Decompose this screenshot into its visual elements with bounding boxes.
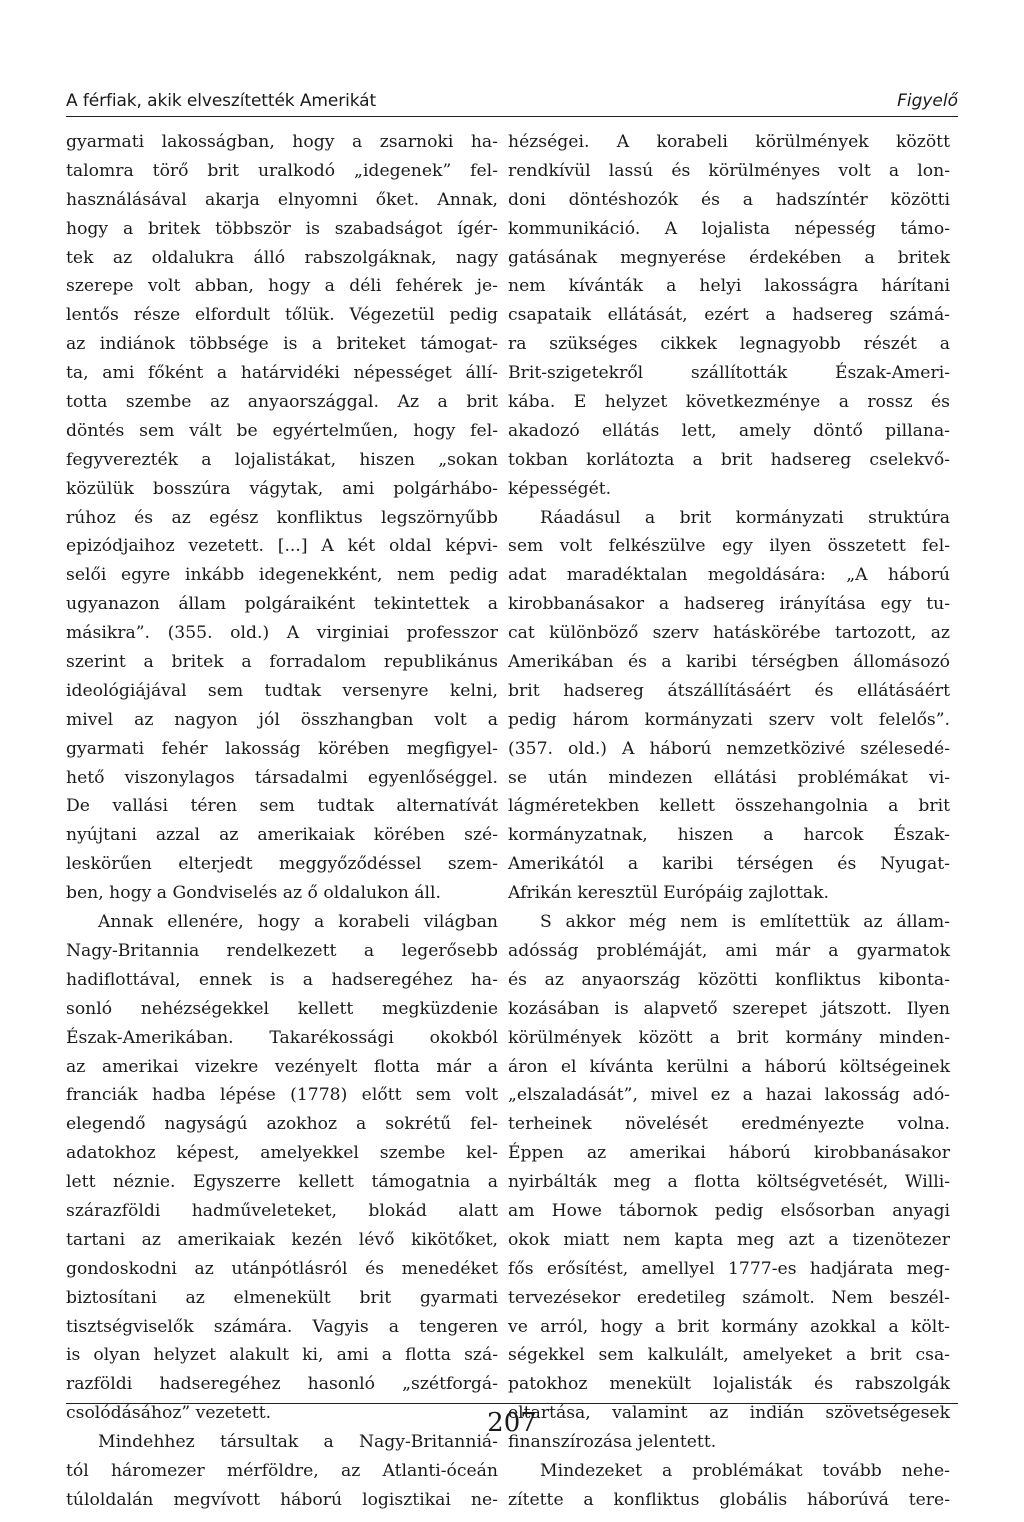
text-line: szárazföldi hadműveleteket, blokád alatt (66, 1200, 498, 1221)
text-line: (357. old.) A háború nemzetközivé szélesedé- (508, 738, 950, 759)
text-line: talomra törő brit uralkodó „idegenek” fel- (66, 160, 498, 181)
text-line: sem volt felkészülve egy ilyen összetett fel- (508, 536, 950, 557)
text-line: finanszírozása jelentett. (508, 1432, 717, 1453)
text-line: „elszaladását”, mivel ez a hazai lakosság adó- (508, 1085, 950, 1106)
text-line: ra szükséges cikkek legnagyobb részét a (508, 334, 950, 355)
text-line: adatokhoz képest, amelyekkel szembe kel- (66, 1143, 498, 1164)
text-line: másikra”. (355. old.) A virginiai professzor (66, 623, 498, 644)
text-line: Nagy-Britannia rendelkezett a legerősebb (66, 940, 498, 961)
text-line: Ráadásul a brit kormányzati struktúra (540, 507, 950, 528)
text-line: terheinek növelését eredményezte volna. (508, 1114, 950, 1135)
text-line: franciák hadba lépése (1778) előtt sem volt (66, 1085, 498, 1106)
text-line: se után mindezen ellátási problémákat vi- (508, 767, 950, 788)
text-line: rendkívül lassú és körülményes volt a lon- (508, 160, 950, 181)
text-line: és az anyaország közötti konfliktus kibonta- (508, 969, 950, 990)
text-line: ugyanazon állam polgáraiként tekintettek a (66, 594, 498, 615)
text-line: is olyan helyzet alakult ki, ami a flotta szá- (66, 1345, 498, 1366)
text-line: ta, ami főként a határvidéki népességet állí- (66, 363, 498, 384)
text-line: tartani az amerikaiak kezén lévő kikötőket, (66, 1229, 498, 1250)
text-line: totta szembe az anyaországgal. Az a brit (66, 392, 498, 413)
text-line: Amerikától a karibi térségen és Nyugat- (508, 854, 950, 875)
text-line: hézségei. A korabeli körülmények között (508, 132, 950, 152)
page-number: 207 (487, 1408, 537, 1438)
text-line: Annak ellenére, hogy a korabeli világban (98, 912, 498, 933)
text-line: eltartása, valamint az indián szövetségesek (508, 1403, 950, 1424)
text-line: rúhoz és az egész konfliktus legszörnyűbb (66, 507, 498, 528)
text-line: hadiflottával, ennek is a hadseregéhez ha- (66, 969, 498, 990)
text-line: doni döntéshozók és a hadszíntér közötti (508, 189, 950, 210)
text-line: S akkor még nem is említettük az állam- (540, 912, 950, 933)
text-line: túloldalán megvívott háború logisztikai ne- (66, 1489, 498, 1510)
text-line: Brit-szigetekről szállították Észak-Ameri- (508, 363, 950, 384)
text-line: tokban korlátozta a brit hadsereg cselekvő- (508, 449, 950, 470)
text-line: ségekkel sem kalkulált, amelyeket a brit csa- (508, 1345, 950, 1366)
text-line: brit hadsereg átszállításáért és ellátásáért (508, 680, 950, 701)
text-line: cat különböző szerv hatáskörébe tartozott, az (508, 623, 950, 644)
text-line: elegendő nagyságú azokhoz a sokrétű fel- (66, 1114, 498, 1135)
text-line: ben, hogy a Gondviselés az ő oldalukon áll. (66, 883, 442, 904)
text-line: nyújtani azzal az amerikaiak körében szé- (66, 825, 498, 846)
text-line: De vallási téren sem tudtak alternatívát (66, 796, 498, 817)
text-line: tól háromezer mérföldre, az Atlanti-óceán (66, 1460, 498, 1481)
running-title: A férfiak, akik elveszítették Amerikát (66, 91, 377, 111)
text-line: lentős része elfordult tőlük. Végezetül pedig (66, 305, 498, 326)
text-line: gyarmati fehér lakosság körében megfigyel- (66, 738, 498, 759)
text-line: hető viszonylagos társadalmi egyenlőséggel. (66, 767, 498, 788)
text-line: gyarmati lakosságban, hogy a zsarnoki ha- (66, 132, 498, 152)
text-line: Észak-Amerikában. Takarékossági okokból (66, 1027, 498, 1048)
text-line: gatásának megnyerése érdekében a britek (508, 247, 950, 268)
text-line: leskörűen elterjedt meggyőződéssel szem- (66, 854, 498, 875)
text-line: adósság problémáját, ami már a gyarmatok (508, 940, 950, 961)
text-line: pedig három kormányzati szerv volt felelős”. (508, 709, 950, 730)
text-line: ve arról, hogy a brit kormány azokkal a költ- (508, 1316, 950, 1337)
section-title: Figyelő (897, 91, 958, 111)
text-line: razföldi hadseregéhez hasonló „szétforgá- (66, 1374, 498, 1395)
text-line: akadozó ellátás lett, amely döntő pillana- (508, 420, 950, 441)
text-line: Éppen az amerikai háború kirobbanásakor (508, 1143, 950, 1164)
text-line: kommunikáció. A lojalista népesség támo- (508, 218, 950, 239)
text-line: szerint a britek a forradalom republikánus (66, 652, 498, 673)
text-line: mivel az nagyon jól összhangban volt a (66, 709, 498, 730)
text-line: ideológiájával sem tudtak versenyre kelni, (66, 680, 498, 701)
text-line: gondoskodni az utánpótlásról és menedéket (66, 1258, 498, 1279)
text-line: kormányzatnak, hiszen a harcok Észak- (508, 825, 950, 846)
text-line: patokhoz menekült lojalisták és rabszolgák (508, 1374, 950, 1395)
text-line: az amerikai vizekre vezényelt flotta már a (66, 1056, 498, 1077)
text-line: tisztségviselők számára. Vagyis a tengeren (66, 1316, 498, 1337)
text-line: kirobbanásakor a hadsereg irányítása egy tu- (508, 594, 950, 615)
text-line: kába. E helyzet következménye a rossz és (508, 392, 950, 413)
text-line: Mindehhez társultak a Nagy-Britanniá- (98, 1432, 498, 1453)
text-line: tervezésekor eredetileg számolt. Nem beszél- (508, 1287, 950, 1308)
text-line: sonló nehézségekkel kellett megküzdenie (66, 998, 498, 1019)
text-line: csolódásához” vezetett. (66, 1403, 272, 1424)
text-line: áron el kívánta kerülni a háború költségeinek (508, 1056, 950, 1077)
text-line: kozásában is alapvető szerepet játszott. Ilyen (508, 998, 950, 1019)
text-line: döntés sem vált be egyértelműen, hogy fel- (66, 420, 498, 441)
page-header (66, 86, 958, 117)
text-line: biztosítani az elmenekült brit gyarmati (66, 1287, 498, 1308)
text-line: nem kívánták a helyi lakosságra hárítani (508, 276, 950, 297)
text-line: Amerikában és a karibi térségben állomásozó (508, 652, 950, 673)
right-text-column (508, 128, 950, 1515)
left-text-column (66, 128, 498, 1515)
text-line: közülük bosszúra vágytak, ami polgárhábo- (66, 478, 498, 499)
text-line: hogy a britek többször is szabadságot ígér- (66, 218, 498, 239)
text-line: szerepe volt abban, hogy a déli fehérek je- (66, 276, 498, 297)
text-line: am Howe tábornok pedig elsősorban anyagi (508, 1200, 950, 1221)
text-line: nyirbálták meg a flotta költségvetését, Willi- (508, 1172, 950, 1193)
footer-rule (66, 1403, 958, 1404)
text-line: körülmények között a brit kormány minden- (508, 1027, 950, 1048)
text-line: használásával akarja elnyomni őket. Annak, (66, 189, 498, 210)
text-line: okok miatt nem kapta meg azt a tizenötezer (508, 1229, 950, 1250)
text-line: adat maradéktalan megoldására: „A háború (508, 565, 950, 586)
text-line: epizódjaihoz vezetett. [...] A két oldal képvi- (66, 536, 498, 557)
text-line: lett néznie. Egyszerre kellett támogatnia a (66, 1172, 498, 1193)
text-line: képességét. (508, 478, 612, 499)
text-line: fegyverezték a lojalistákat, hiszen „sokan (66, 449, 498, 470)
text-line: tek az oldalukra álló rabszolgáknak, nagy (66, 247, 498, 268)
text-line: csapataik ellátását, ezért a hadsereg számá- (508, 305, 950, 326)
text-line: az indiánok többsége is a briteket támogat- (66, 334, 498, 355)
text-line: selői egyre inkább idegenekként, nem pedig (66, 565, 498, 586)
text-line: fős erősítést, amellyel 1777-es hadjárata meg- (508, 1258, 950, 1279)
text-line: Afrikán keresztül Európáig zajlottak. (508, 883, 829, 904)
text-line: zítette a konfliktus globális háborúvá tere- (508, 1489, 950, 1510)
text-line: lágméretekben kellett összehangolnia a brit (508, 796, 950, 817)
text-line: Mindezeket a problémákat tovább nehe- (540, 1460, 950, 1481)
